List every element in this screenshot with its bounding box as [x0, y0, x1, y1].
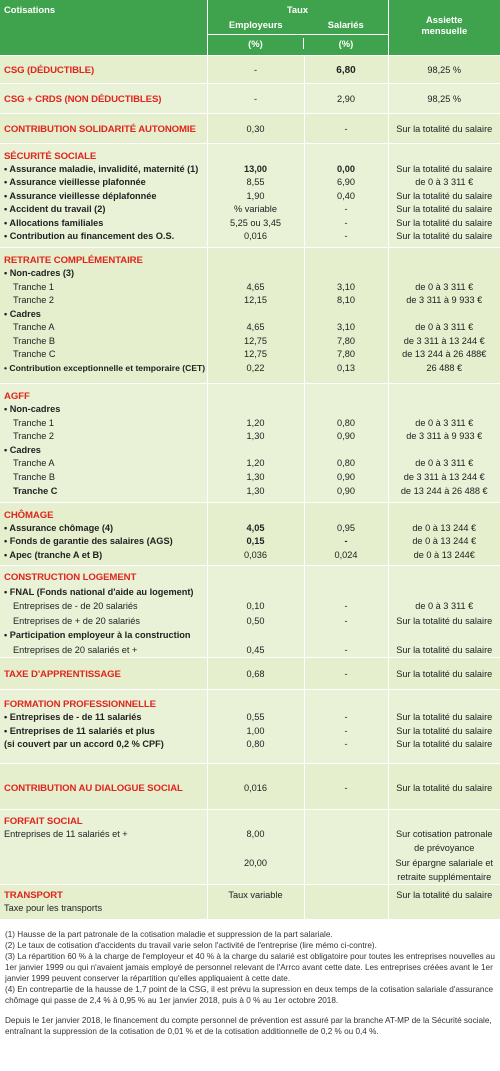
row-agff: AGFF • Non-cadres Tranche 1 Tranche 2 • Cadres Tranche A Tranche B Tranche C 1,20 1,30 1,20 1,30 1,30 0,80 0,90 0,80 0,90 0,90 de 0 à 3 311 € de 3 311 à 9 933 € de 0 à 3 311 € de 3 311 à 13 244 € de 13 244 à 26 488 €: [0, 383, 500, 502]
footnote-4: (4) En contrepartie de la hausse de 1,7 point de la CSG, il est prévu la supression en deux temps de la cotisation salariale d'assurance chômage qui passe de 2,4 % à 0,95 % au 1er janvier 2018, puis à 0 % au 1er octobre 2018.: [5, 985, 494, 1006]
row-construction-logement: CONSTRUCTION LOGEMENT • FNAL (Fonds national d'aide au logement) Entreprises de - de 20 salariés Entreprises de + de 20 salariés • Participation employeur à la construction Entreprises de 20 salariés et + 0,10 0,50 0,45 - - - de 0 à 3 311 € Sur la totalité du salaire Sur la totalité du salaire: [0, 565, 500, 657]
header-pct-employeurs: (%): [208, 38, 305, 49]
row-csa: CONTRIBUTION SOLIDARITÉ AUTONOMIE 0,30 - Sur la totalité du salaire: [0, 113, 500, 143]
header-salaries: Salariés: [327, 19, 364, 30]
row-csg-crds: CSG + CRDS (NON DÉDUCTIBLES) - 2,90 98,25 %: [0, 83, 500, 113]
row-chomage: CHÔMAGE • Assurance chômage (4) • Fonds de garantie des salaires (AGS) • Apec (tranche A et B) 4,05 0,15 0,036 0,95 - 0,024 de 0 à 13 244 € de 0 à 13 244 € de 0 à 13 244€: [0, 502, 500, 565]
row-csg-deductible: CSG (DÉDUCTIBLE) - 6,80 98,25 %: [0, 55, 500, 83]
footnote-1: (1) Hausse de la part patronale de la cotisation maladie et suppression de la part salariale.: [5, 930, 333, 940]
footnotes: [0, 919, 500, 1037]
header-taux-group: [207, 0, 388, 55]
row-dialogue-social: CONTRIBUTION AU DIALOGUE SOCIAL 0,016 - Sur la totalité du salaire: [0, 763, 500, 809]
footnote-3: (3) La répartition 60 % à la charge de l'employeur et 40 % à la charge du salarié est obligatoire pour toutes les entreprises nouvelles au 1er janvier 1999 ou qui n'avaient jamais employé de personnel relevant de l'Arrco avant cette date. Les entreprises créées avant le 1er janvier 1999 peuvent conserver la répartition qu'elles appliquaient à cette date.: [5, 952, 495, 984]
section-title: CONTRIBUTION SOLIDARITÉ AUTONOMIE: [4, 123, 196, 135]
footer-note: Depuis le 1er janvier 2018, le financement du compte personnel de prévention est assuré par la branche AT-MP de la Sécurité sociale, entraînant la suppression de la cotisation de 0,01 % et de la cotisation additionnelle de 0,2 % ou 0,4 %.: [5, 1016, 492, 1037]
header-employeurs: Employeurs: [228, 19, 283, 30]
section-title: FORFAIT SOCIAL: [4, 815, 83, 827]
row-formation-professionnelle: FORMATION PROFESSIONNELLE • Entreprises de - de 11 salariés • Entreprises de 11 salariés et plus (si couvert par un accord 0,2 % CPF) 0,55 1,00 0,80 - - - Sur la totalité du salaire Sur la totalité du salaire Sur la totalité du salaire: [0, 689, 500, 763]
row-transport: TRANSPORT Taxe pour les transports Taux variable Sur la totalité du salaire: [0, 884, 500, 919]
row-forfait-social: FORFAIT SOCIAL Entreprises de 11 salariés et + 8,00 20,00 Sur cotisation patronale de prévoyance Sur épargne salariale et retraite supplémentaire: [0, 809, 500, 884]
row-retraite-complementaire: RETRAITE COMPLÉMENTAIRE • Non-cadres (3) Tranche 1 Tranche 2 • Cadres Tranche A Tranche B Tranche C • Contribution exceptionnelle et temporaire (CET) 4,65 12,15 4,65 12,75 12,75 0,22 3,10 8,10 3,10 7,80 7,80 0,13 de 0 à 3 311 € de 3 311 à 9 933 € de 0 à 3 311 € de 3 311 à 13 244 € de 13 244 à 26 488€ 26 488 €: [0, 247, 500, 383]
section-title: AGFF: [4, 390, 30, 402]
section-title: CONTRIBUTION AU DIALOGUE SOCIAL: [4, 782, 183, 794]
row-securite-sociale: SÉCURITÉ SOCIALE • Assurance maladie, invalidité, maternité (1) • Assurance vieillesse plafonnée • Assurance vieillesse déplafonnée • Accident du travail (2) • Allocations familiales • Contribution au financement des O.S. 13,00 8,55 1,90 % variable 5,25 ou 3,45 0,016 0,00 6,90 0,40 - - - Sur la totalité du salaire de 0 à 3 311 € Sur la totalité du salaire Sur la totalité du salaire Sur la totalité du salaire Sur la totalité du salaire: [0, 143, 500, 247]
header-cotisations: Cotisations: [0, 0, 207, 55]
section-title: CSG (DÉDUCTIBLE): [4, 64, 95, 76]
footnote-2: (2) Le taux de cotisation d'accidents du travail varie selon l'activité de l'entreprise (lire mémo ci-contre).: [5, 941, 377, 951]
section-title: RETRAITE COMPLÉMENTAIRE: [4, 254, 143, 266]
section-title: FORMATION PROFESSIONNELLE: [4, 698, 156, 710]
section-title: TRANSPORT: [4, 889, 63, 901]
section-title: CSG + CRDS (NON DÉDUCTIBLES): [4, 93, 162, 105]
row-taxe-apprentissage: TAXE D'APPRENTISSAGE 0,68 - Sur la totalité du salaire: [0, 657, 500, 689]
header-assiette: Assiette mensuelle: [388, 0, 500, 55]
section-title: CHÔMAGE: [4, 509, 54, 521]
section-title: SÉCURITÉ SOCIALE: [4, 150, 97, 162]
section-title: CONSTRUCTION LOGEMENT: [4, 571, 137, 583]
header-taux: Taux: [286, 4, 309, 15]
header-pct-salaries: (%): [338, 38, 354, 49]
section-title: TAXE D'APPRENTISSAGE: [4, 668, 121, 680]
